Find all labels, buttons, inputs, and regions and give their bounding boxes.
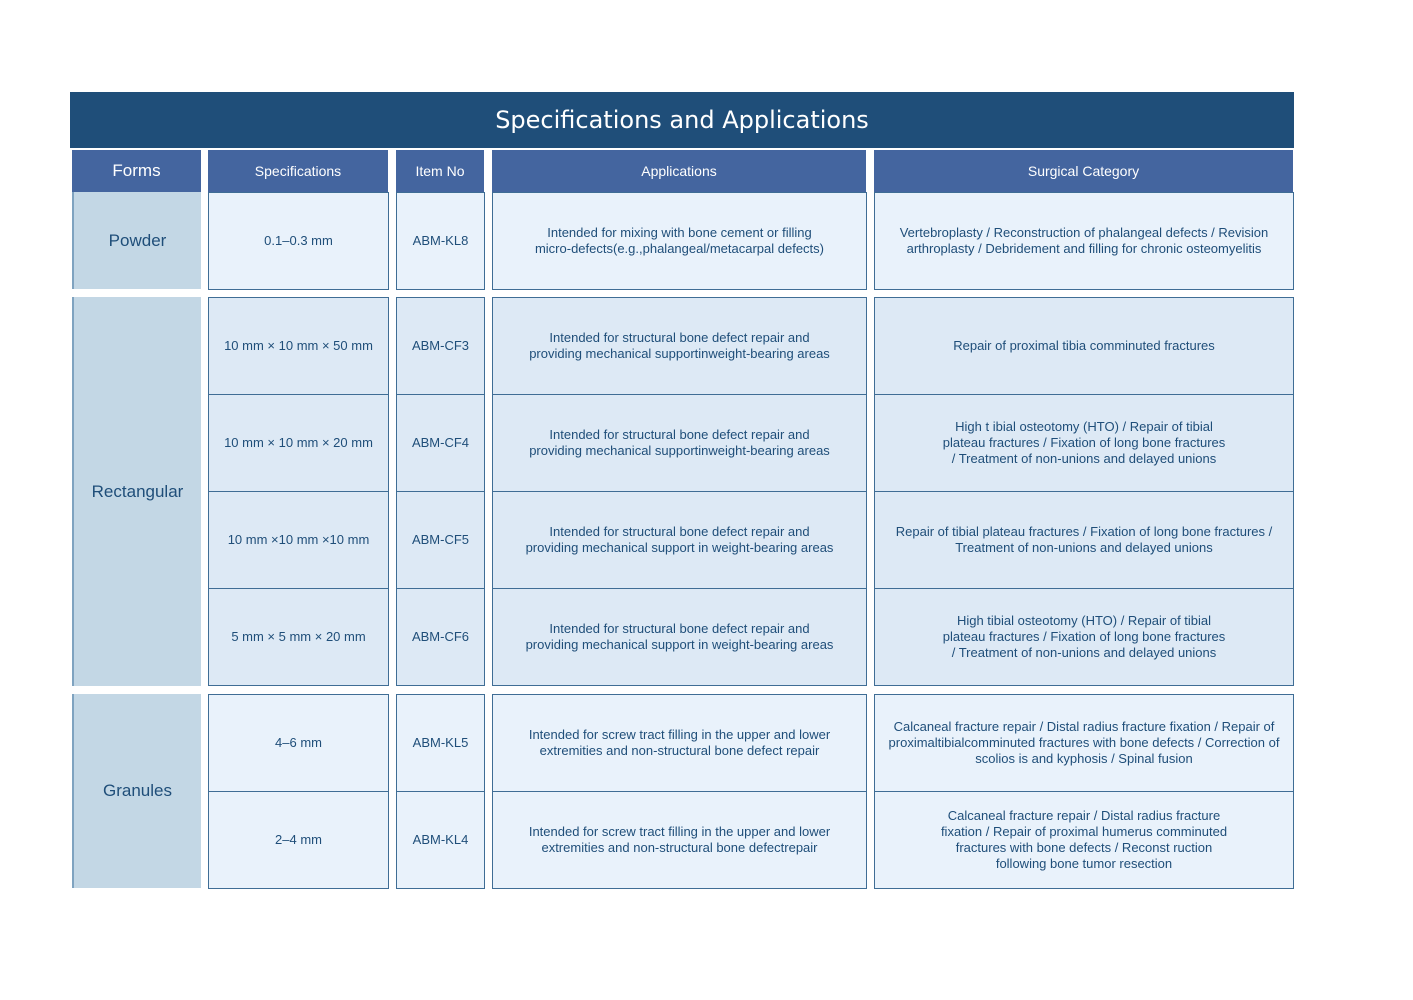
item-no-cell: ABM-KL4 [396, 791, 485, 889]
application-cell: Intended for screw tract filling in the upper and lower extremities and non-structural bone defect repair [492, 694, 867, 792]
page-title: Specifications and Applications [70, 92, 1294, 148]
spec-cell: 10 mm × 10 mm × 20 mm [208, 394, 389, 492]
application-cell: Intended for structural bone defect repair and providing mechanical support in weight-bearing areas [492, 491, 867, 589]
surgical-category-cell: Vertebroplasty / Reconstruction of phalangeal defects / Revision arthroplasty / Debridement and filling for chronic osteomyelitis [874, 192, 1294, 290]
application-cell: Intended for mixing with bone cement or filling micro-defects(e.g.,phalangeal/metacarpal defects) [492, 192, 867, 290]
application-cell: Intended for structural bone defect repair and providing mechanical supportinweight-bearing areas [492, 394, 867, 492]
application-cell: Intended for structural bone defect repair and providing mechanical support in weight-bearing areas [492, 588, 867, 686]
header-surgical-category: Surgical Category [874, 150, 1293, 192]
item-no-cell: ABM-CF3 [396, 297, 485, 395]
application-cell: Intended for screw tract filling in the upper and lower extremities and non-structural bone defectrepair [492, 791, 867, 889]
item-no-cell: ABM-KL5 [396, 694, 485, 792]
spec-cell: 0.1–0.3 mm [208, 192, 389, 290]
spec-cell: 10 mm ×10 mm ×10 mm [208, 491, 389, 589]
application-cell: Intended for structural bone defect repair and providing mechanical supportinweight-bearing areas [492, 297, 867, 395]
item-no-cell: ABM-CF6 [396, 588, 485, 686]
item-no-cell: ABM-CF5 [396, 491, 485, 589]
surgical-category-cell: Repair of proximal tibia comminuted fractures [874, 297, 1294, 395]
header-forms: Forms [72, 150, 201, 192]
surgical-category-cell: Calcaneal fracture repair / Distal radius fracture fixation / Repair of proximal humerus comminuted fractures with bone defects / Reconst ruction following bone tumor resection [874, 791, 1294, 889]
form-rectangular: Rectangular [72, 297, 201, 686]
spec-cell: 4–6 mm [208, 694, 389, 792]
surgical-category-cell: Repair of tibial plateau fractures / Fixation of long bone fractures / Treatment of non-unions and delayed unions [874, 491, 1294, 589]
form-granules: Granules [72, 694, 201, 888]
surgical-category-cell: High tibial osteotomy (HTO) / Repair of tibial plateau fractures / Fixation of long bone fractures / Treatment of non-unions and delayed unions [874, 588, 1294, 686]
header-applications: Applications [492, 150, 866, 192]
header-specifications: Specifications [208, 150, 388, 192]
header-item-no: Item No [396, 150, 484, 192]
surgical-category-cell: High t ibial osteotomy (HTO) / Repair of tibial plateau fractures / Fixation of long bone fractures / Treatment of non-unions and delayed unions [874, 394, 1294, 492]
spec-cell: 5 mm × 5 mm × 20 mm [208, 588, 389, 686]
surgical-category-cell: Calcaneal fracture repair / Distal radius fracture fixation / Repair of proximaltibialcomminuted fractures with bone defects / Correction of scolios is and kyphosis / Spinal fusion [874, 694, 1294, 792]
form-powder: Powder [72, 192, 201, 289]
spec-cell: 10 mm × 10 mm × 50 mm [208, 297, 389, 395]
item-no-cell: ABM-KL8 [396, 192, 485, 290]
item-no-cell: ABM-CF4 [396, 394, 485, 492]
spec-cell: 2–4 mm [208, 791, 389, 889]
